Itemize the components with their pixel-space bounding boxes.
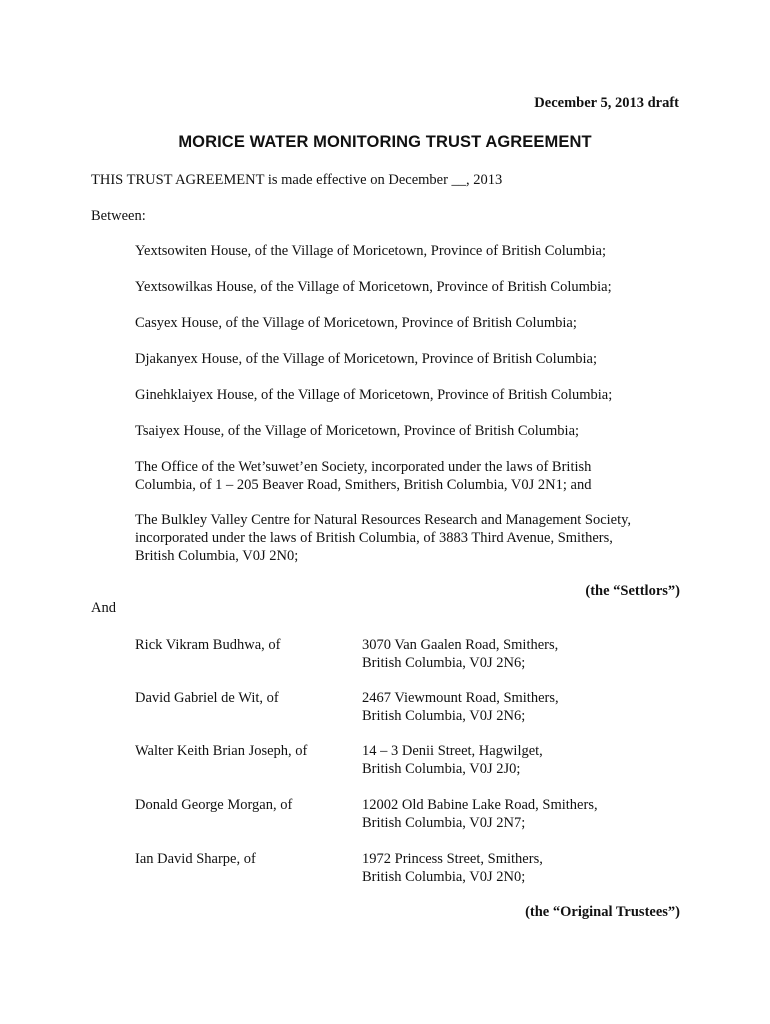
settlor-entry <box>135 458 591 494</box>
settlors-tag: (the “Settlors”) <box>585 583 680 599</box>
settlor-line: Yextsowiten House, of the Village of Moricetown, Province of British Columbia; <box>135 243 607 259</box>
trustee-name: Rick Vikram Budhwa, of <box>135 637 281 653</box>
trustee-address: 12002 Old Babine Lake Road, Smithers, British Columbia, V0J 2N7; <box>362 797 598 831</box>
document-title: MORICE WATER MONITORING TRUST AGREEMENT <box>178 133 592 151</box>
intro-paragraph: THIS TRUST AGREEMENT is made effective on December __, 2013 <box>91 172 503 188</box>
settlor-entry <box>135 242 606 260</box>
settlor-entry <box>135 278 612 296</box>
draft-date: December 5, 2013 draft <box>534 95 679 111</box>
settlor-line: Ginehklaiyex House, of the Village of Moricetown, Province of British Columbia; <box>135 387 613 403</box>
trustee-name: Donald George Morgan, of <box>135 797 293 813</box>
settlor-line: Yextsowilkas House, of the Village of Moricetown, Province of British Columbia; <box>135 279 612 295</box>
settlor-entry <box>135 350 597 368</box>
between-label: Between: <box>91 208 146 224</box>
settlor-line: Tsaiyex House, of the Village of Moricetown, Province of British Columbia; <box>135 423 580 439</box>
settlor-entry <box>135 314 577 332</box>
trustee-name: Ian David Sharpe, of <box>135 851 256 867</box>
settlor-entry <box>135 511 631 565</box>
settlor-line: Casyex House, of the Village of Moricetown, Province of British Columbia; <box>135 315 577 331</box>
and-label: And <box>91 600 116 616</box>
trustee-address: 14 – 3 Denii Street, Hagwilget, British Columbia, V0J 2J0; <box>362 743 543 777</box>
settlor-line: The Bulkley Valley Centre for Natural Resources Research and Management Society, <box>135 512 632 528</box>
settlor-line: incorporated under the laws of British Columbia, of 3883 Third Avenue, Smithers, <box>135 530 613 546</box>
trustee-address: 3070 Van Gaalen Road, Smithers, British Columbia, V0J 2N6; <box>362 637 559 671</box>
settlor-entry <box>135 422 579 440</box>
trustee-address: 2467 Viewmount Road, Smithers, British Columbia, V0J 2N6; <box>362 690 559 724</box>
settlor-line: The Office of the Wet’suwet’en Society, incorporated under the laws of British <box>135 459 592 475</box>
settlor-line: Columbia, of 1 – 205 Beaver Road, Smithers, British Columbia, V0J 2N1; and <box>135 477 592 493</box>
settlor-line: British Columbia, V0J 2N0; <box>135 548 299 564</box>
original-trustees-tag: (the “Original Trustees”) <box>525 904 680 920</box>
settlor-entry <box>135 386 612 404</box>
trustee-name: David Gabriel de Wit, of <box>135 690 279 706</box>
trustee-name: Walter Keith Brian Joseph, of <box>135 743 308 759</box>
trustee-address: 1972 Princess Street, Smithers, British Columbia, V0J 2N0; <box>362 851 543 885</box>
settlor-line: Djakanyex House, of the Village of Moricetown, Province of British Columbia; <box>135 351 597 367</box>
